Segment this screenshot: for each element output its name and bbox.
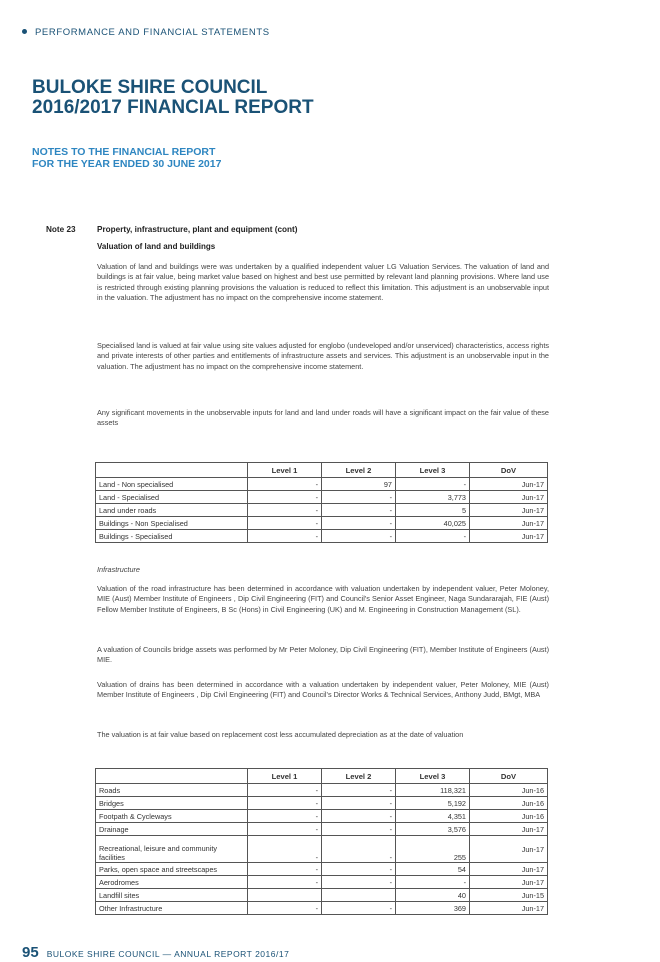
- level1-cell: -: [248, 810, 322, 823]
- header-cell: Level 1: [248, 769, 322, 784]
- header-cell: Level 3: [396, 769, 470, 784]
- header-cell: DoV: [470, 463, 548, 478]
- dov-cell: Jun-16: [470, 784, 548, 797]
- table-row: [96, 530, 548, 543]
- header-cell: Level 1: [248, 463, 322, 478]
- level3-cell: 4,351: [396, 810, 470, 823]
- asset-class-cell: Footpath & Cycleways: [96, 810, 248, 823]
- asset-class-cell: Parks, open space and streetscapes: [96, 863, 248, 876]
- level1-cell: -: [248, 836, 322, 863]
- level2-cell: -: [322, 836, 396, 863]
- table-row: [96, 517, 548, 530]
- table-row: [96, 863, 548, 876]
- header-cell: [96, 769, 248, 784]
- dov-cell: Jun-17: [470, 902, 548, 915]
- level1-cell: -: [248, 478, 322, 491]
- level2-cell: -: [322, 823, 396, 836]
- level3-cell: 54: [396, 863, 470, 876]
- level3-cell: 40: [396, 889, 470, 902]
- page-number: 95: [22, 944, 39, 961]
- asset-class-cell: Land under roads: [96, 504, 248, 517]
- level3-cell: 3,773: [396, 491, 470, 504]
- section-title: PERFORMANCE AND FINANCIAL STATEMENTS: [35, 27, 270, 38]
- table-header-row: [96, 769, 548, 784]
- level1-cell: -: [248, 784, 322, 797]
- table-row: [96, 478, 548, 491]
- asset-class-cell: Land - Specialised: [96, 491, 248, 504]
- asset-class-cell: Buildings - Non Specialised: [96, 517, 248, 530]
- level1-cell: -: [248, 797, 322, 810]
- table-row: [96, 836, 548, 863]
- dov-cell: Jun-17: [470, 530, 548, 543]
- level2-cell: [322, 889, 396, 902]
- report-title-line2: 2016/2017 FINANCIAL REPORT: [32, 97, 314, 118]
- table-row: [96, 876, 548, 889]
- asset-class-cell: Bridges: [96, 797, 248, 810]
- report-title-line1: BULOKE SHIRE COUNCIL: [32, 77, 268, 98]
- notes-title-line1: NOTES TO THE FINANCIAL REPORT: [32, 146, 216, 158]
- level2-cell: -: [322, 784, 396, 797]
- sub-heading: Valuation of land and buildings: [97, 242, 216, 251]
- note-label: Note 23: [46, 225, 76, 234]
- level2-cell: 97: [322, 478, 396, 491]
- level3-cell: 369: [396, 902, 470, 915]
- level2-cell: -: [322, 810, 396, 823]
- level1-cell: [248, 889, 322, 902]
- level2-cell: -: [322, 863, 396, 876]
- level3-cell: 5: [396, 504, 470, 517]
- table-row: [96, 889, 548, 902]
- land-buildings-table: [95, 462, 548, 543]
- table-row: [96, 784, 548, 797]
- dov-cell: Jun-17: [470, 836, 548, 863]
- level2-cell: -: [322, 876, 396, 889]
- table-row: [96, 823, 548, 836]
- level3-cell: -: [396, 876, 470, 889]
- report-title: [32, 78, 314, 118]
- level1-cell: -: [248, 876, 322, 889]
- level1-cell: -: [248, 504, 322, 517]
- paragraph-2: Specialised land is valued at fair value using site values adjusted for englobo (undeveloped and/or unserviced) characteristics, access rights and private interests of other parties and entitlements of infrastructure assets and services. This adjustment is an unobservable input in the valuation. The adjustment has no impact on the comprehensive income statement.: [97, 341, 549, 371]
- level1-cell: -: [248, 823, 322, 836]
- paragraph-1: Valuation of land and buildings were was undertaken by a qualified independent valuer LG Valuation Services. The valuation of land and buildings is at fair value, being market value based on highest and best use permitted by relevant land planning provisions. Where land use is restricted through existing planning provisions the valuation is reduced to reflect this limitation. This adjustment is an unobservable input in the valuation. The adjustment has no impact on the comprehensive income statement.: [97, 262, 549, 302]
- level3-cell: -: [396, 478, 470, 491]
- bullet-icon: [22, 29, 27, 34]
- level3-cell: 5,192: [396, 797, 470, 810]
- dov-cell: Jun-17: [470, 491, 548, 504]
- dov-cell: Jun-17: [470, 863, 548, 876]
- header-cell: [96, 463, 248, 478]
- level2-cell: -: [322, 797, 396, 810]
- paragraph-4: Valuation of the road infrastructure has been determined in accordance with valuation undertaken by independent valuer, Peter Moloney, MIE (Aust) Member Institute of Engineers , Dip Civil Engineering (FIT) and Council's Senior Asset Engineer, Naga Sundararajah, FIE (Aust) Fellow Member Institute of Engineers, B Sc (Hons) in Civil Engineering (UK) and M. Engineering in Construction Management (SL).: [97, 584, 549, 614]
- table-header-row: [96, 463, 548, 478]
- paragraph-5: A valuation of Councils bridge assets was performed by Mr Peter Moloney, Dip Civil Engineering (FIT), Member Institute of Engineers (Aust) MIE.: [97, 645, 549, 665]
- dov-cell: Jun-16: [470, 810, 548, 823]
- dov-cell: Jun-17: [470, 517, 548, 530]
- dov-cell: Jun-17: [470, 876, 548, 889]
- header-cell: Level 2: [322, 769, 396, 784]
- section-header: [22, 27, 270, 38]
- table-row: [96, 797, 548, 810]
- dov-cell: Jun-15: [470, 889, 548, 902]
- note-heading: Property, infrastructure, plant and equipment (cont): [97, 225, 298, 234]
- level2-cell: -: [322, 504, 396, 517]
- notes-title-line2: FOR THE YEAR ENDED 30 JUNE 2017: [32, 158, 222, 170]
- level2-cell: -: [322, 902, 396, 915]
- asset-class-cell: Land - Non specialised: [96, 478, 248, 491]
- level3-cell: -: [396, 530, 470, 543]
- level2-cell: -: [322, 491, 396, 504]
- asset-class-cell: Landfill sites: [96, 889, 248, 902]
- header-cell: Level 3: [396, 463, 470, 478]
- level3-cell: 255: [396, 836, 470, 863]
- header-cell: DoV: [470, 769, 548, 784]
- level2-cell: -: [322, 530, 396, 543]
- infrastructure-label: Infrastructure: [97, 565, 140, 574]
- table-row: [96, 810, 548, 823]
- footer-text: BULOKE SHIRE COUNCIL — ANNUAL REPORT 2016/17: [46, 949, 290, 959]
- asset-class-cell: Other Infrastructure: [96, 902, 248, 915]
- level3-cell: 118,321: [396, 784, 470, 797]
- level2-cell: -: [322, 517, 396, 530]
- level3-cell: 40,025: [396, 517, 470, 530]
- header-cell: Level 2: [322, 463, 396, 478]
- dov-cell: Jun-17: [470, 823, 548, 836]
- asset-class-cell: Recreational, leisure and community facilities: [96, 836, 248, 863]
- level1-cell: -: [248, 902, 322, 915]
- dov-cell: Jun-17: [470, 504, 548, 517]
- page-footer: [22, 944, 289, 962]
- asset-class-cell: Aerodromes: [96, 876, 248, 889]
- asset-class-cell: Buildings - Specialised: [96, 530, 248, 543]
- asset-class-cell: Roads: [96, 784, 248, 797]
- notes-title: [32, 146, 221, 170]
- level1-cell: -: [248, 530, 322, 543]
- paragraph-3: Any significant movements in the unobservable inputs for land and land under roads will have a significant impact on the fair value of these assets: [97, 408, 549, 428]
- dov-cell: Jun-16: [470, 797, 548, 810]
- level1-cell: -: [248, 863, 322, 876]
- level1-cell: -: [248, 491, 322, 504]
- paragraph-6: Valuation of drains has been determined in accordance with a valuation undertaken by independent valuer, Peter Moloney, MIE (Aust) Member Institute of Engineers , Dip Civil Engineering (FIT) and Council's Director Works & Technical Services, Anthony Judd, BMgt, MBA: [97, 680, 549, 700]
- level1-cell: -: [248, 517, 322, 530]
- dov-cell: Jun-17: [470, 478, 548, 491]
- table-row: [96, 491, 548, 504]
- paragraph-7: The valuation is at fair value based on replacement cost less accumulated depreciation as at the date of valuation: [97, 730, 464, 739]
- table-row: [96, 504, 548, 517]
- asset-class-cell: Drainage: [96, 823, 248, 836]
- table-row: [96, 902, 548, 915]
- infrastructure-table: [95, 768, 548, 915]
- level3-cell: 3,576: [396, 823, 470, 836]
